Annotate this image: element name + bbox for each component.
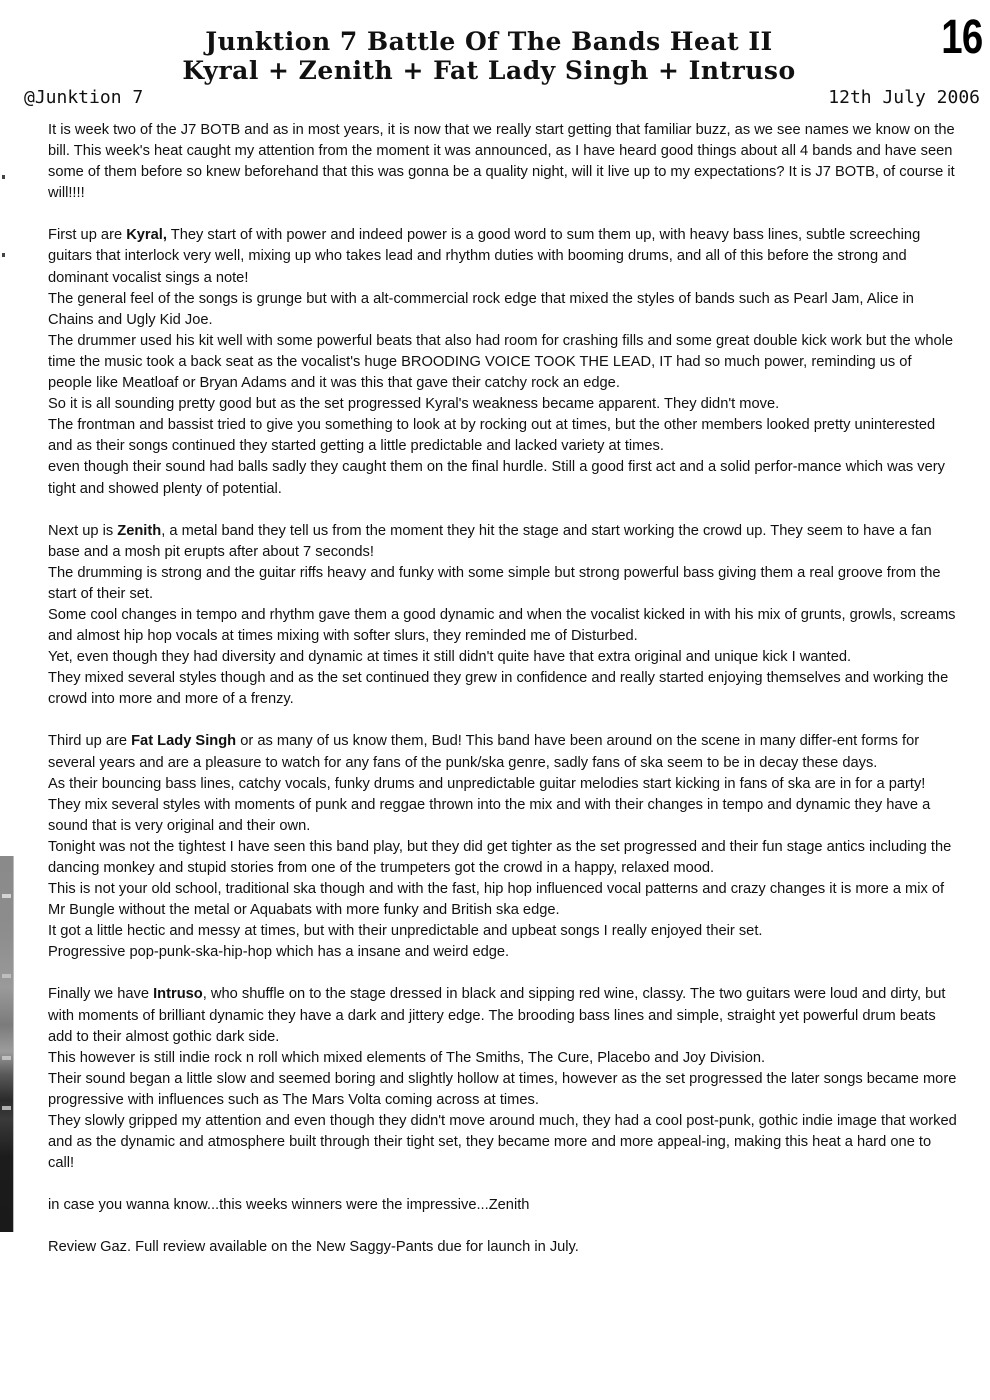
kyral-line: The general feel of the songs is grunge but with a alt-commercial rock edge that mixed the styles of bands such as Pearl Jam, Alice in Chains and Ugly Kid Joe. — [48, 289, 914, 328]
kyral-lead: First up are Kyral, They start of with power and indeed power is a good word to sum them up, with heavy bass lines, subtle screeching guitars that interlock very well, mixing up who takes lead and rhythm duties with booming drums, and all of this before the strong and dominant vocalist sings a note! — [48, 226, 921, 286]
intruso-line: They slowly gripped my attention and even though they didn't move around much, they had a cool post-punk, gothic indie image that worked and as the dynamic and atmosphere built through their tight set, they became more and more appeal-ing, making this heat a hard one to call! — [48, 1112, 957, 1172]
headline: Junktion 7 Battle Of The Bands Heat II — [205, 27, 773, 56]
intruso-lead: Finally we have Intruso, who shuffle on to the stage dressed in black and sipping red wine, classy. The two guitars were loud and dirty, but with moments of brilliant dynamic they have a dark and jittery edge. The brooding bass lines and simple, straight yet powerful drum beats add to their almost gothic dark side. — [48, 985, 946, 1045]
band-name-intruso: Intruso — [153, 985, 203, 1003]
zenith-line: Yet, even though they had diversity and dynamic at times it still didn't quite have that extra original and unique kick I wanted. — [48, 648, 852, 666]
fat-lady-singh-line: Progressive pop-punk-ska-hip-hop which has a insane and weird edge. — [48, 943, 510, 961]
kyral-line: The drummer used his kit well with some powerful beats that also had room for crashing fills and some great double kick work but the whole time the music took a back seat as the vocalist's huge BROODING VOICE TOOK THE LEAD, IT had so much power, reminding us of people like Meatloaf or Bryan Adams and it was this that gave their catchy rock an edge. — [48, 331, 954, 392]
article-body — [48, 119, 957, 1258]
kyral-line: The frontman and bassist tried to give you something to look at by rocking out at times, but the other members looked pretty uninterested and as their songs continued they started getting a little predictable and lacked variety at times. — [48, 416, 936, 455]
photo-highlight — [2, 1056, 11, 1060]
zenith-lead: Next up is Zenith, a metal band they tell us from the moment they hit the stage and start working the crowd up. They seem to have a fan base and a mosh pit erupts after about 7 seconds! — [48, 521, 932, 560]
band-name-fat-lady-singh: Fat Lady Singh — [131, 732, 237, 750]
kyral-line: even though their sound had balls sadly they caught them on the final hurdle. Still a good first act and a solid perfor-mance which was very tight and showed plenty of potential. — [48, 458, 945, 497]
fat-lady-singh-line: Tonight was not the tightest I have seen this band play, but they did get tighter as the set progressed and their fun stage antics including the dancing monkey and stupid stories from one of the trumpeters got the crowd in a happy, relaxed mood. — [48, 837, 952, 876]
zenith-line: They mixed several styles though and as the set continued they grew in confidence and really started enjoying themselves and working the crowd into more and more of a frenzy. — [48, 669, 949, 708]
edge-mark — [2, 253, 5, 257]
kyral-line: So it is all sounding pretty good but as the set progressed Kyral's weakness became apparent. They didn't move. — [48, 395, 780, 413]
zenith-line: Some cool changes in tempo and rhythm gave them a good dynamic and when the vocalist kicked in with his mix of grunts, growls, screams and almost hip hop vocals at times mixing with softer slurs, they reminded me of Disturbed. — [48, 605, 956, 645]
winners-note: in case you wanna know...this weeks winners were the impressive...Zenith — [48, 1196, 530, 1214]
intruso-line: This however is still indie rock n roll which mixed elements of The Smiths, The Cure, Placebo and Joy Division. — [48, 1048, 766, 1066]
fat-lady-singh-line: It got a little hectic and messy at times, but with their unpredictable and upbeat songs I really enjoyed their set. — [48, 922, 763, 940]
zenith-line: The drumming is strong and the guitar riffs heavy and funky with some simple but strong powerful bass giving them a real groove from the start of their set. — [48, 563, 941, 602]
cropped-photo — [0, 856, 14, 1232]
review-credit: Review Gaz. Full review available on the New Saggy-Pants due for launch in July. — [48, 1238, 579, 1256]
byline: @Junktion 7 — [24, 87, 144, 108]
fat-lady-singh-lead: Third up are Fat Lady Singh or as many of us know them, Bud! This band have been around on the scene in many differ-ent forms for several years and are a pleasure to watch for any fans of the punk/ska genre, sadly fans of ska seem to be in decay these days. — [48, 732, 920, 771]
fat-lady-singh-line: They mix several styles with moments of punk and reggae thrown into the mix and with their changes in tempo and dynamic they have a sound that is very original and their own. — [48, 795, 931, 834]
band-name-zenith: Zenith — [117, 521, 162, 539]
intruso-line: Their sound began a little slow and seemed boring and slightly hollow at times, however as the set progressed the later songs became more progressive with influences such as The Mars Volta coming across at times. — [48, 1069, 957, 1108]
photo-highlight — [2, 974, 11, 978]
headline-bands: Kyral + Zenith + Fat Lady Singh + Intruso — [182, 56, 796, 85]
photo-highlight — [2, 894, 11, 898]
edge-mark — [2, 175, 5, 179]
band-name-kyral: Kyral, — [126, 226, 167, 244]
fat-lady-singh-line: As their bouncing bass lines, catchy vocals, funky drums and unpredictable guitar melodies start kicking in fans of ska are in for a party! — [48, 774, 926, 792]
photo-highlight — [2, 1106, 11, 1110]
fat-lady-singh-line: This is not your old school, traditional ska though and with the fast, hip hop influenced vocal patterns and crazy changes it is more a mix of Mr Bungle without the metal or Aquabats with more funky and British ska edge. — [48, 880, 945, 919]
page-number: 16 — [940, 11, 982, 64]
intro-paragraph: It is week two of the J7 BOTB and as in most years, it is now that we really start getting that familiar buzz, as we see names we know on the bill. This week's heat caught my attention from the moment it was announced, as I have heard good things about all 4 bands and have seen some of them before so knew beforehand that this was gonna be a quality night, will it live up to my expectations? It is J7 BOTB, of course it will!!!! — [48, 121, 955, 202]
dateline: 12th July 2006 — [828, 87, 980, 108]
